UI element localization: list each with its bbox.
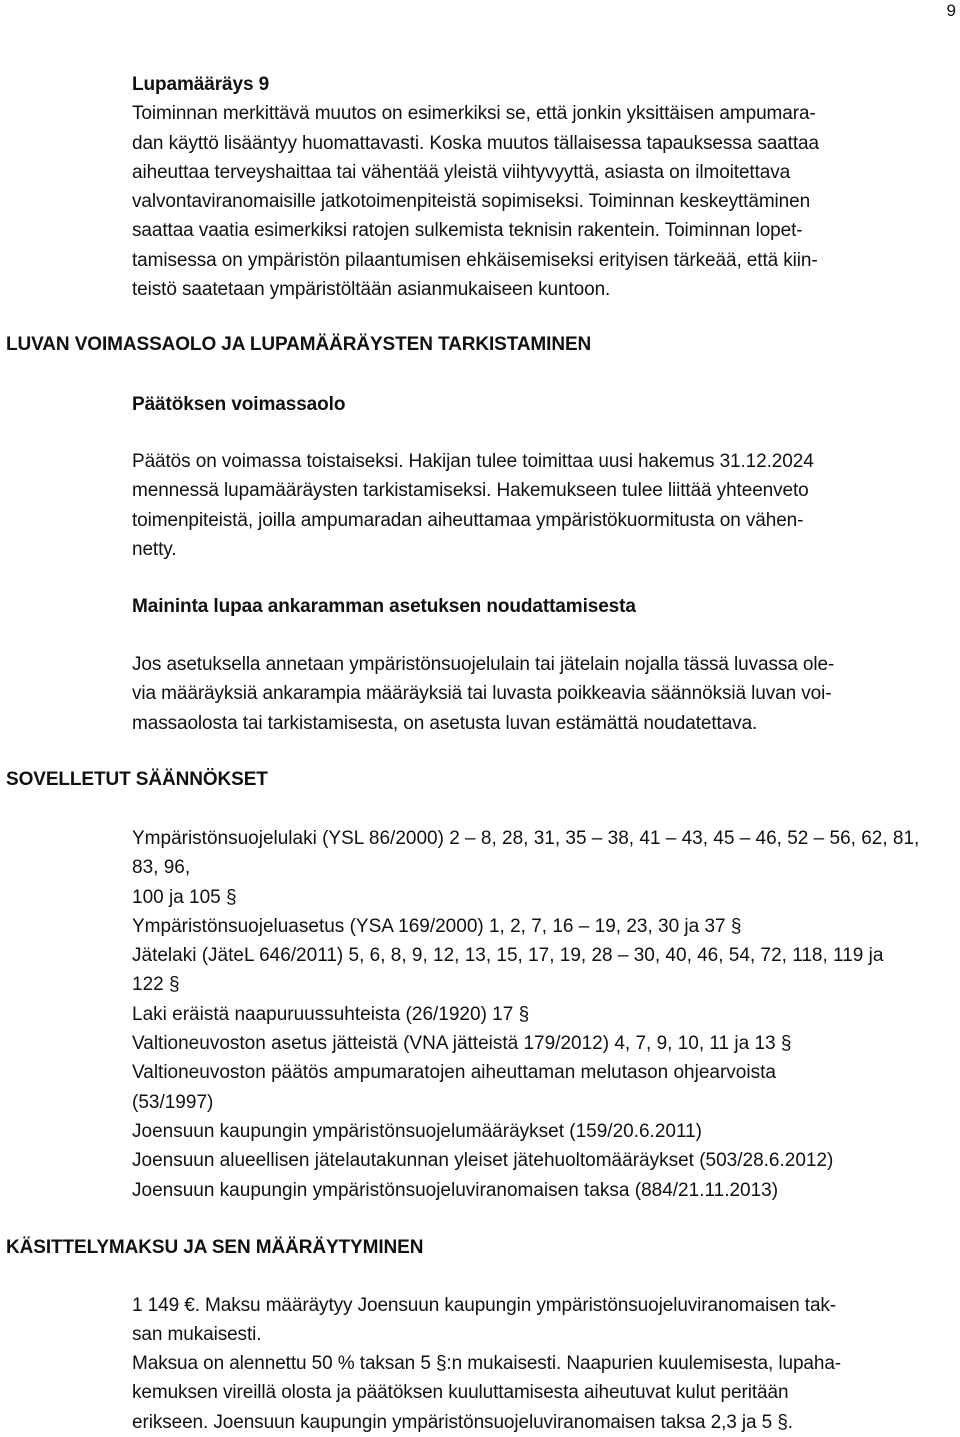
- lupamaarays-9-heading: Lupamääräys 9: [132, 74, 270, 95]
- section-heading-kasittelymaksu: KÄSITTELYMAKSU JA SEN MÄÄRÄYTYMINEN: [6, 1237, 424, 1258]
- page-number: 9: [946, 1, 956, 20]
- body-line: tamisessa on ympäristön pilaantumisen ehkäisemiseksi erityisen tärkeää, että kiin-: [132, 249, 818, 271]
- statute-line: Ympäristönsuojelulaki (YSL 86/2000) 2 – 8, 28, 31, 35 – 38, 41 – 43, 45 – 46, 52 – 56, 62, 81,: [132, 828, 920, 849]
- body-line: valvontaviranomaisille jatkotoimenpiteistä sopimiseksi. Toiminnan keskeyttäminen: [132, 191, 811, 213]
- statute-line: Jätelaki (JäteL 646/2011) 5, 6, 8, 9, 12, 13, 15, 17, 19, 28 – 30, 40, 46, 54, 72, 118, 119 ja: [132, 945, 884, 967]
- body-line: toimenpiteistä, joilla ampumaradan aiheuttamaa ympäristökuormitusta on vähen-: [132, 509, 804, 531]
- body-line: 1 149 €. Maksu määräytyy Joensuun kaupungin ympäristönsuojeluviranomaisen tak-: [132, 1295, 837, 1316]
- statute-line: 83, 96,: [132, 857, 191, 879]
- body-line: Jos asetuksella annetaan ympäristönsuojelulain tai jätelain nojalla tässä luvassa ole-: [132, 654, 835, 675]
- subheading-maininta-lupaa: Maininta lupaa ankaramman asetuksen noudattamisesta: [132, 596, 636, 617]
- lupamaarays-9-section: [132, 70, 954, 304]
- body-line: massaolosta tai tarkistamisesta, on asetusta luvan estämättä noudatettava.: [132, 712, 758, 734]
- body-line: erikseen. Joensuun kaupungin ympäristönsuojeluviranomaisen taksa 2,3 ja 5 §.: [132, 1411, 793, 1433]
- statute-line: (53/1997): [132, 1091, 214, 1113]
- kasittelymaksu-para-2: [132, 1349, 954, 1437]
- statute-line: Valtioneuvoston asetus jätteistä (VNA jätteistä 179/2012) 4, 7, 9, 10, 11 ja 13 §: [132, 1033, 792, 1055]
- section-heading-luvan-voimassaolo: LUVAN VOIMASSAOLO JA LUPAMÄÄRÄYSTEN TARKISTAMINEN: [6, 334, 592, 355]
- body-line: aiheuttaa terveyshaittaa tai vähentää yleistä viihtyvyyttä, asiasta on ilmoitettava: [132, 161, 791, 183]
- body-line: Päätös on voimassa toistaiseksi. Hakijan tulee toimittaa uusi hakemus 31.12.2024: [132, 451, 814, 472]
- body-line: san mukaisesti.: [132, 1324, 262, 1346]
- kasittelymaksu-para-1: [132, 1291, 954, 1350]
- body-line: kemuksen vireillä olosta ja päätöksen kuuluttamisesta aiheutuvat kulut peritään: [132, 1382, 789, 1404]
- paatoksen-voimassaolo-body: [132, 447, 954, 564]
- section-heading-sovelletut-saannokset: SOVELLETUT SÄÄNNÖKSET: [6, 769, 268, 790]
- body-line: teistö saatetaan ympäristöltään asianmukaiseen kuntoon.: [132, 279, 611, 301]
- statute-line: Joensuun kaupungin ympäristönsuojeluviranomaisen taksa (884/21.11.2013): [132, 1179, 779, 1201]
- statute-line: 100 ja 105 §: [132, 886, 237, 908]
- statute-line: Ympäristönsuojeluasetus (YSA 169/2000) 1, 2, 7, 16 – 19, 23, 30 ja 37 §: [132, 915, 742, 937]
- body-line: Toiminnan merkittävä muutos on esimerkiksi se, että jonkin yksittäisen ampumara-: [132, 103, 816, 125]
- body-line: saattaa vaatia esimerkiksi ratojen sulkemista teknisin rakentein. Toiminnan lopet-: [132, 220, 803, 242]
- body-line: via määräyksiä ankarampia määräyksiä tai luvasta poikkeavia säännöksiä luvan voi-: [132, 683, 832, 705]
- statute-line: Valtioneuvoston päätös ampumaratojen aiheuttaman melutason ohjearvoista: [132, 1062, 776, 1084]
- statute-line: 122 §: [132, 974, 180, 996]
- lupamaarays-9-body: [132, 99, 954, 304]
- body-line: netty.: [132, 538, 177, 560]
- statute-line: Joensuun kaupungin ympäristönsuojelumääräykset (159/20.6.2011): [132, 1120, 703, 1142]
- statute-line: Joensuun alueellisen jätelautakunnan yleiset jätehuoltomääräykset (503/28.6.2012): [132, 1150, 834, 1172]
- maininta-lupaa-body: [132, 650, 954, 738]
- body-line: mennessä lupamääräysten tarkistamiseksi. Hakemukseen tulee liittää yhteenveto: [132, 480, 809, 502]
- sovelletut-saannokset-list: [132, 824, 954, 1205]
- body-line: Maksua on alennettu 50 % taksan 5 §:n mukaisesti. Naapurien kuulemisesta, lupaha-: [132, 1353, 842, 1374]
- subheading-paatoksen-voimassaolo: Päätöksen voimassaolo: [132, 394, 346, 415]
- body-line: dan käyttö lisääntyy huomattavasti. Koska muutos tällaisessa tapauksessa saattaa: [132, 132, 819, 154]
- statute-line: Laki eräistä naapuruussuhteista (26/1920) 17 §: [132, 1003, 530, 1025]
